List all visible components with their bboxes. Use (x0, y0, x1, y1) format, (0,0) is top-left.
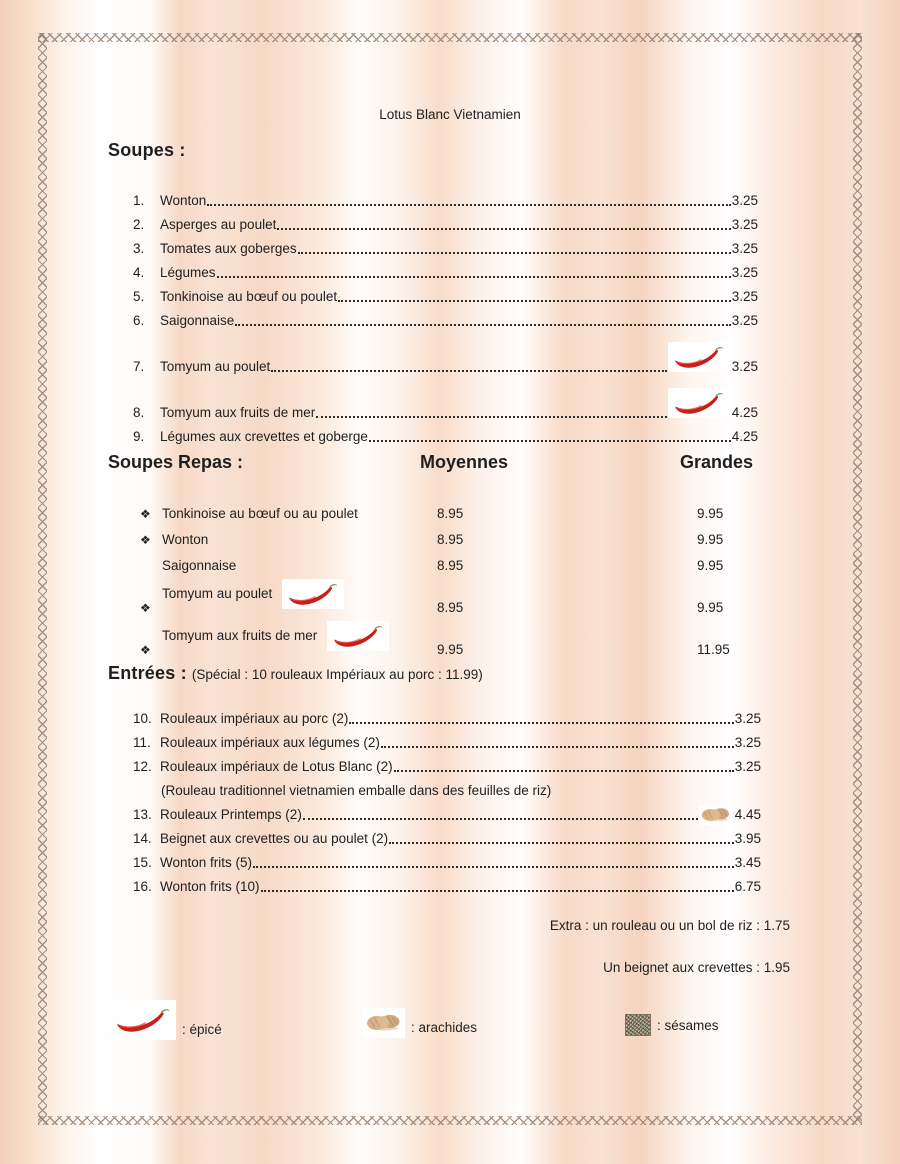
item-name: Tomyum aux fruits de mer (160, 405, 316, 420)
item-price: 3.25 (734, 759, 761, 774)
item-name: Rouleaux impériaux aux légumes (2) (160, 735, 380, 750)
chili-icon (327, 621, 389, 651)
diamond-bullet: ❖ (140, 533, 151, 547)
price-grande: 9.95 (697, 600, 724, 615)
price-grande: 9.95 (697, 532, 724, 547)
dot-leader (217, 276, 731, 278)
item-number: 14. (133, 831, 152, 846)
item-name: Wonton frits (10) (160, 879, 260, 894)
legend-sesame-label: : sésames (657, 1018, 719, 1033)
sesame-icon (625, 1014, 651, 1036)
chili-icon (110, 1000, 176, 1040)
item-price: 3.25 (731, 193, 758, 208)
dot-leader (349, 722, 733, 724)
item-description: (Rouleau traditionnel vietnamien emballe dans des feuilles de riz) (161, 783, 552, 798)
dot-leader (303, 818, 698, 820)
menu-item (133, 826, 761, 850)
border-stitch-left (38, 33, 47, 1125)
restaurant-title: Lotus Blanc Vietnamien (379, 107, 521, 122)
item-price: 3.25 (734, 711, 761, 726)
entrees-special-note: (Spécial : 10 rouleaux Impériaux au porc : 11.99) (191, 667, 483, 682)
item-number: 13. (133, 807, 152, 822)
item-name: Légumes (160, 265, 216, 280)
item-name: Beignet aux crevettes ou au poulet (2) (160, 831, 389, 846)
item-name: Rouleaux impériaux au porc (2) (160, 711, 349, 726)
item-price: 3.25 (731, 313, 758, 328)
dot-leader (338, 300, 731, 302)
legend-peanuts-label: : arachides (411, 1020, 478, 1035)
item-name (162, 621, 420, 657)
soupes-list (133, 188, 758, 448)
item-number: 8. (133, 405, 145, 420)
item-name: Tomyum au poulet (160, 359, 271, 374)
peanut-icon (699, 805, 733, 825)
menu-item-spicy (133, 380, 758, 424)
item-price: 4.25 (731, 405, 758, 420)
menu-item (133, 236, 758, 260)
item-name: Rouleaux Printemps (2) (160, 807, 302, 822)
price-moyenne: 8.95 (437, 558, 464, 573)
dot-leader (369, 440, 731, 442)
menu-item (133, 730, 761, 754)
item-price: 4.25 (731, 429, 758, 444)
item-name: Wonton (160, 193, 207, 208)
menu-item (133, 850, 761, 874)
diamond-bullet: ❖ (140, 643, 151, 657)
entrees-heading-row (108, 663, 483, 684)
item-number: 15. (133, 855, 152, 870)
legend-sesame (625, 1014, 719, 1036)
soupes-heading: Soupes : (108, 140, 186, 160)
item-name: Tonkinoise au bœuf ou poulet (160, 289, 338, 304)
menu-item-note (133, 778, 761, 802)
price-moyenne: 9.95 (437, 642, 464, 657)
extra-line-2: Un beignet aux crevettes : 1.95 (603, 960, 790, 975)
dot-leader (381, 746, 734, 748)
item-number: 9. (133, 429, 145, 444)
item-name-text: Tomyum aux fruits de mer (162, 628, 318, 643)
dot-leader (316, 416, 666, 418)
menu-item (133, 260, 758, 284)
item-name (162, 579, 420, 615)
menu-item-spicy (133, 334, 758, 378)
menu-item (133, 706, 761, 730)
item-number: 6. (133, 313, 145, 328)
soupes-repas-heading: Soupes Repas : (108, 452, 244, 472)
dot-leader (389, 842, 734, 844)
dot-leader (235, 324, 730, 326)
item-number: 5. (133, 289, 145, 304)
legend-spicy-label: : épicé (182, 1022, 222, 1037)
soupes-repas-section (108, 452, 798, 657)
item-name: Tonkinoise au bœuf ou au poulet (162, 506, 358, 521)
chili-icon (668, 342, 730, 372)
dot-leader (271, 370, 666, 372)
chili-icon (668, 388, 730, 418)
item-name: Légumes aux crevettes et goberge (160, 429, 368, 444)
item-name: Wonton (162, 532, 209, 547)
peanut-icon (363, 1008, 405, 1038)
item-price: 4.45 (734, 807, 761, 822)
soupes-repas-rows (108, 495, 798, 657)
item-name: Tomates aux goberges (160, 241, 297, 256)
item-price: 3.95 (734, 831, 761, 846)
item-number: 3. (133, 241, 145, 256)
item-price: 3.45 (734, 855, 761, 870)
diamond-bullet: ❖ (140, 507, 151, 521)
item-price: 3.25 (731, 289, 758, 304)
dot-leader (277, 228, 730, 230)
item-number: 4. (133, 265, 145, 280)
table-row (108, 547, 798, 573)
item-number: 10. (133, 711, 152, 726)
extra-line-1: Extra : un rouleau ou un bol de riz : 1.75 (549, 918, 790, 933)
dot-leader (253, 866, 734, 868)
item-name-text: Tomyum au poulet (162, 586, 273, 601)
item-number: 11. (133, 735, 151, 750)
menu-item (133, 874, 761, 898)
border-stitch-top (38, 33, 862, 42)
price-grande: 9.95 (697, 558, 724, 573)
item-price: 6.75 (734, 879, 761, 894)
item-name: Saigonnaise (160, 313, 235, 328)
menu-item (133, 212, 758, 236)
menu-item-peanut (133, 802, 761, 826)
legend-spicy (110, 1000, 222, 1040)
item-name: Asperges au poulet (160, 217, 277, 232)
column-moyennes: Moyennes (420, 452, 509, 472)
chili-icon (282, 579, 344, 609)
price-grande: 9.95 (697, 506, 724, 521)
menu-item (133, 424, 758, 448)
dot-leader (207, 204, 730, 206)
item-number: 16. (133, 879, 152, 894)
entrees-heading: Entrées : (108, 663, 187, 683)
dot-leader (394, 770, 734, 772)
entrees-list (133, 706, 761, 898)
dot-leader (261, 890, 734, 892)
legend-peanuts (363, 1008, 477, 1038)
price-grande: 11.95 (697, 642, 730, 657)
price-moyenne: 8.95 (437, 600, 464, 615)
table-row (108, 495, 798, 521)
column-grandes: Grandes (680, 452, 754, 472)
item-price: 3.25 (731, 265, 758, 280)
border-stitch-right (853, 33, 862, 1125)
menu-item (133, 308, 758, 332)
item-name: Rouleaux impériaux de Lotus Blanc (2) (160, 759, 393, 774)
table-row-spicy (108, 615, 798, 657)
item-price: 3.25 (734, 735, 761, 750)
menu-item (133, 284, 758, 308)
table-row (108, 521, 798, 547)
item-name: Saigonnaise (162, 558, 237, 573)
diamond-bullet: ❖ (140, 601, 151, 615)
soupes-repas-header-row (108, 452, 798, 473)
price-moyenne: 8.95 (437, 506, 464, 521)
price-moyenne: 8.95 (437, 532, 464, 547)
item-number: 1. (133, 193, 145, 208)
item-price: 3.25 (731, 359, 758, 374)
table-row-spicy (108, 573, 798, 615)
item-price: 3.25 (731, 217, 758, 232)
menu-item (133, 754, 761, 778)
item-number: 12. (133, 759, 152, 774)
item-number: 7. (133, 359, 145, 374)
menu-item (133, 188, 758, 212)
item-price: 3.25 (731, 241, 758, 256)
item-name: Wonton frits (5) (160, 855, 253, 870)
border-stitch-bottom (38, 1116, 862, 1125)
item-number: 2. (133, 217, 145, 232)
dot-leader (298, 252, 731, 254)
